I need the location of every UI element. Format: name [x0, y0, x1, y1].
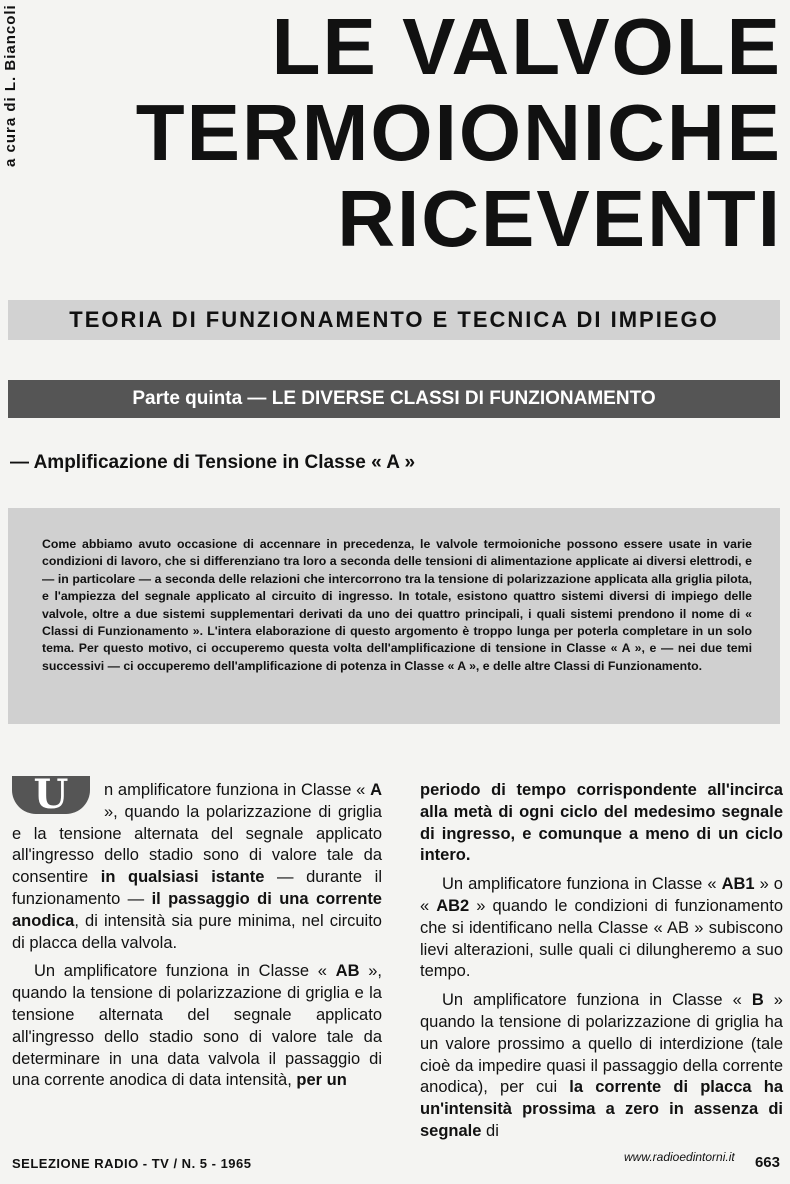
bold-text-run: periodo di tempo corrispondente all'incirca alla metà di ogni ciclo del medesimo segnale di ingresso, e comunque a meno di un ciclo intero.	[420, 781, 783, 865]
text-run: », quando la polarizzazione di griglia e la tensione alternata del segnale applicato all'ingresso dello stadio sono di valore tale da consentire	[12, 802, 382, 887]
bold-text-run: la corrente di placca ha un'intensità prossima a zero in assenza di segnale	[420, 1078, 783, 1140]
text-run: Un amplificatore funziona in Classe «	[442, 875, 722, 894]
body-paragraph-3	[420, 780, 783, 867]
body-paragraph-2	[12, 961, 382, 1092]
page-number: 663	[754, 1154, 780, 1171]
body-column-right	[420, 780, 783, 1150]
bold-text-run: AB	[335, 962, 360, 981]
text-run: n amplificatore funziona in Classe «	[104, 781, 371, 799]
part-heading-band	[8, 380, 780, 418]
bold-text-run: in qualsiasi istante	[100, 868, 265, 887]
article-title	[102, 4, 782, 262]
bold-text-run: B	[751, 991, 764, 1010]
part-heading: Parte quinta — LE DIVERSE CLASSI DI FUNZIONAMENTO	[132, 388, 656, 409]
title-line-2: TERMOIONICHE	[135, 88, 782, 177]
subtitle-band	[8, 300, 780, 340]
text-run: di	[481, 1121, 499, 1140]
body-paragraph-5	[420, 990, 783, 1143]
bold-text-run: A	[370, 781, 382, 799]
footer-publication: SELEZIONE RADIO - TV / N. 5 - 1965	[12, 1156, 252, 1171]
body-column-left	[12, 771, 382, 1099]
text-run: , di intensità sia pure minima, nel circuito di placca della valvola.	[12, 911, 382, 952]
text-run: » quando le condizioni di funzionamento che si identificano nella Classe « AB » subiscono lievi alterazioni, sulle quali ci dilungheremo a suo tempo.	[420, 896, 783, 981]
text-run: », quando la tensione di polarizzazione di griglia e la tensione alternata del segnale applicato all'ingresso dello stadio sono di valore tale da determinare in una data valvola il passaggio di una corrente anodica di data intensità,	[12, 962, 382, 1090]
article-subtitle: TEORIA DI FUNZIONAMENTO E TECNICA DI IMPIEGO	[69, 307, 719, 332]
drop-cap	[12, 771, 90, 818]
abstract-text: Come abbiamo avuto occasione di accennare in precedenza, le valvole termoioniche possono essere usate in varie condizioni di lavoro, che si differenziano tra loro a seconda delle tensioni di alimentazione applicate ai diversi elettrodi, e — in particolare — a seconda delle relazioni che intercorrono tra la tensione di polarizzazione applicata alla griglia pilota, e l'ampiezza del segnale applicato al circuito di ingresso. In totale, esistono quattro sistemi diversi di impiego delle valvole, oltre a due sistemi supplementari derivati da uno dei quattro principali, i quali sistemi prendono il nome di « Classi di Funzionamento ». L'intera elaborazione di questo argomento è troppo lunga per poterla completare in un solo tema. Per questo motivo, ci occuperemo questa volta dell'amplificazione di tensione in Classe « A », e — nei due temi successivi — ci occuperemo dell'amplificazione di potenza in Classe « A », e delle altre Classi di Funzionamento.	[42, 537, 752, 673]
text-run: Un amplificatore funziona in Classe «	[34, 962, 336, 981]
bold-text-run: per un	[296, 1071, 347, 1090]
section-heading: — Amplificazione di Tensione in Classe « A »	[10, 452, 416, 473]
title-line-3: RICEVENTI	[337, 174, 782, 263]
abstract-box	[8, 508, 780, 724]
text-run: Un amplificatore funziona in Classe «	[442, 991, 752, 1010]
text-run: — durante il funzionamento —	[12, 868, 382, 908]
bold-text-run: AB1	[721, 875, 755, 894]
author-byline: a cura di L. Biancoli	[2, 4, 19, 167]
text-run: » quando la tensione di polarizzazione di griglia ha un valore prossimo a quello di interdizione (tale cioè da impedire quasi il passaggio della corrente anodica), per cui	[420, 991, 783, 1097]
body-paragraph-4	[420, 874, 783, 983]
drop-cap-letter: U	[12, 776, 90, 814]
bold-text-run: il passaggio di una corrente anodica	[12, 889, 382, 930]
title-line-1: LE VALVOLE	[271, 2, 782, 91]
bold-text-run: AB2	[436, 896, 470, 915]
footer-watermark: www.radioedintorni.it	[624, 1150, 735, 1164]
text-run: » o «	[420, 875, 783, 915]
